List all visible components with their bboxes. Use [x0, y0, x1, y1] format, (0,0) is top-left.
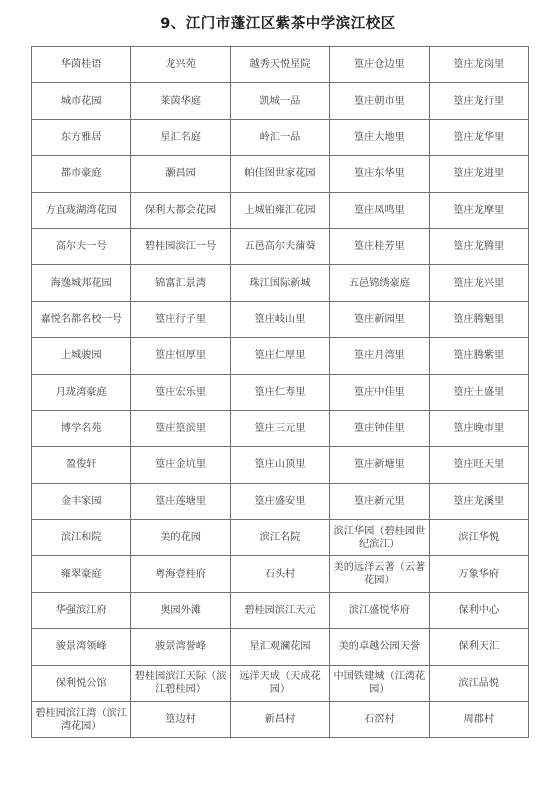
- table-cell: 帕佳图世家花园: [230, 156, 329, 192]
- table-cell: 星汇名庭: [131, 119, 230, 155]
- table-cell: 东方雅居: [32, 119, 131, 155]
- table-cell: 五邑高尔夫蒲葵: [230, 228, 329, 264]
- table-cell: 篁庄朝市里: [330, 83, 429, 119]
- table-cell: 篁庄三元里: [230, 410, 329, 446]
- table-row: [32, 192, 529, 228]
- table-cell: 金丰家园: [32, 483, 131, 519]
- table-cell: 新昌村: [230, 702, 329, 738]
- table-cell: 灏昌园: [131, 156, 230, 192]
- table-cell: 篁庄凤鸣里: [330, 192, 429, 228]
- table-cell: 篁庄龙进里: [429, 156, 528, 192]
- table-cell: 篁庄宏乐里: [131, 374, 230, 410]
- table-cell: 周郡村: [429, 702, 528, 738]
- table-cell: 骏景湾领峰: [32, 629, 131, 665]
- table-cell: 篁庄新园里: [330, 301, 429, 337]
- table-cell: 滨江和院: [32, 520, 131, 556]
- table-cell: 滨江华园（碧桂园世纪滨江）: [330, 520, 429, 556]
- table-cell: 雍翠豪庭: [32, 556, 131, 592]
- table-row: [32, 301, 529, 337]
- table-cell: 篁庄龙溪里: [429, 483, 528, 519]
- table-cell: 上城骏园: [32, 338, 131, 374]
- table-cell: 篁庄仁寿里: [230, 374, 329, 410]
- table-cell: 华强滨江府: [32, 592, 131, 628]
- table-cell: 石滘村: [330, 702, 429, 738]
- table-cell: 上城铂雍汇花园: [230, 192, 329, 228]
- table-cell: 篁庄行子里: [131, 301, 230, 337]
- table-row: [32, 410, 529, 446]
- table-cell: 碧桂园滨江天元: [230, 592, 329, 628]
- table-cell: 龙兴苑: [131, 47, 230, 83]
- table-cell: 篁庄仓边里: [330, 47, 429, 83]
- table-cell: 篁庄篁滨里: [131, 410, 230, 446]
- table-cell: 保利天汇: [429, 629, 528, 665]
- table-cell: 篁庄龙摩里: [429, 192, 528, 228]
- table-cell: 盈俊轩: [32, 447, 131, 483]
- table-cell: 五邑锦绣豪庭: [330, 265, 429, 301]
- table-row: [32, 83, 529, 119]
- table-cell: 篁庄新元里: [330, 483, 429, 519]
- table-cell: 海逸城邦花园: [32, 265, 131, 301]
- table-cell: 碧桂园滨江天际（滨江碧桂园）: [131, 665, 230, 701]
- table-row: [32, 228, 529, 264]
- table-cell: 篁庄桂芳里: [330, 228, 429, 264]
- table-cell: 篁庄龙岗里: [429, 47, 528, 83]
- table-cell: 篁庄腾紫里: [429, 338, 528, 374]
- table-cell: 滨江品悦: [429, 665, 528, 701]
- table-row: [32, 629, 529, 665]
- table-cell: 篁庄钟佳里: [330, 410, 429, 446]
- table-row: [32, 338, 529, 374]
- table-cell: 凯城一品: [230, 83, 329, 119]
- table-cell: 滨江华悦: [429, 520, 528, 556]
- table-cell: 中国铁建城（江湾花园）: [330, 665, 429, 701]
- table-cell: 美的卓越公园天誉: [330, 629, 429, 665]
- table-cell: 滨江名院: [230, 520, 329, 556]
- table-cell: 篁庄龙兴里: [429, 265, 528, 301]
- table-cell: 篁庄龙腾里: [429, 228, 528, 264]
- table-cell: 篁庄东华里: [330, 156, 429, 192]
- table-row: [32, 47, 529, 83]
- table-row: [32, 483, 529, 519]
- table-cell: 锦富汇景湾: [131, 265, 230, 301]
- table-cell: 远洋天成（天成花园）: [230, 665, 329, 701]
- table-cell: 篁庄恒厚里: [131, 338, 230, 374]
- table-row: [32, 374, 529, 410]
- table-row: [32, 592, 529, 628]
- table-cell: 滨江盛悦华府: [330, 592, 429, 628]
- table-cell: 华茵桂语: [32, 47, 131, 83]
- table-cell: 篁庄新塘里: [330, 447, 429, 483]
- table-cell: 方直珑湖湾花园: [32, 192, 131, 228]
- table-cell: 石头村: [230, 556, 329, 592]
- table-cell: 莱茵华庭: [131, 83, 230, 119]
- table-cell: 篁庄山顶里: [230, 447, 329, 483]
- residential-area-table: [31, 46, 529, 738]
- page-title: 9、江门市蓬江区紫茶中学滨江校区: [160, 16, 396, 32]
- table-cell: 越秀天悦星院: [230, 47, 329, 83]
- table-cell: 篁庄金坑里: [131, 447, 230, 483]
- table-cell: 骏景湾誉峰: [131, 629, 230, 665]
- table-cell: 粤海壹桂府: [131, 556, 230, 592]
- table-cell: 保利悦公馆: [32, 665, 131, 701]
- table-row: [32, 265, 529, 301]
- table-cell: 篁庄旺天里: [429, 447, 528, 483]
- table-cell: 篁边村: [131, 702, 230, 738]
- table-cell: 篁庄晚市里: [429, 410, 528, 446]
- table-cell: 岭汇一品: [230, 119, 329, 155]
- table-cell: 篁庄土盛里: [429, 374, 528, 410]
- table-cell: 篁庄月湾里: [330, 338, 429, 374]
- table-cell: 博学名苑: [32, 410, 131, 446]
- table-cell: 篁庄中佳里: [330, 374, 429, 410]
- table-cell: 嘉悦名都名校一号: [32, 301, 131, 337]
- table-cell: 篁庄盛安里: [230, 483, 329, 519]
- table-cell: 美的远洋云著（云著花园）: [330, 556, 429, 592]
- table-cell: 篁庄龙行里: [429, 83, 528, 119]
- table-cell: 篁庄龙华里: [429, 119, 528, 155]
- table-cell: 星汇观澜花园: [230, 629, 329, 665]
- table-cell: 保利大都会花园: [131, 192, 230, 228]
- table-cell: 篁庄仁厚里: [230, 338, 329, 374]
- table-cell: 高尔夫一号: [32, 228, 131, 264]
- table-cell: 万象华府: [429, 556, 528, 592]
- table-cell: 碧桂园滨江一号: [131, 228, 230, 264]
- table-cell: 篁庄莲塘里: [131, 483, 230, 519]
- table-cell: 碧桂园滨江湾（滨江湾花园）: [32, 702, 131, 738]
- table-row: [32, 665, 529, 701]
- table-row: [32, 447, 529, 483]
- table-cell: 美的花园: [131, 520, 230, 556]
- table-cell: 奥园外滩: [131, 592, 230, 628]
- table-cell: 月珑湾豪庭: [32, 374, 131, 410]
- table-cell: 都市豪庭: [32, 156, 131, 192]
- table-cell: 篁庄大地里: [330, 119, 429, 155]
- table-cell: 城市花园: [32, 83, 131, 119]
- table-row: [32, 702, 529, 738]
- table-cell: 篁庄岐山里: [230, 301, 329, 337]
- table-cell: 保利中心: [429, 592, 528, 628]
- table-row: [32, 556, 529, 592]
- table-cell: 珠江国际新城: [230, 265, 329, 301]
- table-row: [32, 156, 529, 192]
- table-cell: 篁庄腾魁里: [429, 301, 528, 337]
- table-row: [32, 520, 529, 556]
- table-row: [32, 119, 529, 155]
